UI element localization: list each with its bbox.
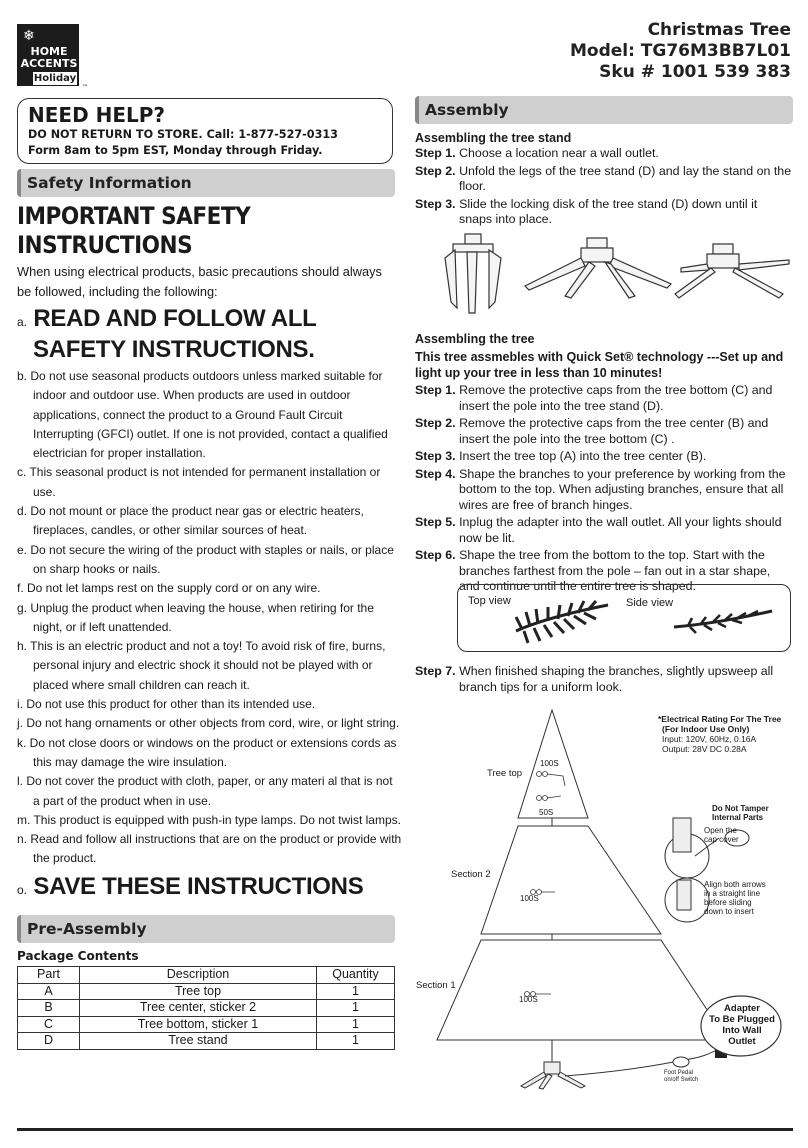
section2-label: Section 2: [451, 869, 491, 880]
tree-steps: [415, 383, 793, 595]
step-text: Unfold the legs of the tree stand (D) and lay the stand on the floor.: [459, 163, 792, 193]
brand-line2: ACCENTS: [20, 57, 78, 70]
rating-output: Output: 28V DC 0.28A: [662, 744, 747, 754]
tree-title: Assembling the tree: [415, 332, 535, 346]
safety-item: i. Do not use this product for other than its intended use.: [17, 697, 316, 712]
step-item: [415, 416, 793, 447]
step7-text: When finished shaping the branches, slightly upsweep all branch tips for a uniform look.: [459, 664, 774, 694]
rating-title2: (For Indoor Use Only): [662, 724, 750, 734]
step-label: Step 6.: [415, 548, 456, 562]
step-label: Step 2.: [415, 163, 456, 178]
table-cell: C: [18, 1016, 80, 1033]
adapter-line3: Into Wall: [722, 1025, 762, 1036]
count-100-section1: 100S: [519, 995, 538, 1004]
pedal-line2: on/off Switch: [664, 1077, 699, 1083]
table-cell: D: [18, 1033, 80, 1050]
read-follow-title: [17, 305, 402, 363]
read-title-text: READ AND FOLLOW ALL SAFETY INSTRUCTIONS.: [33, 305, 317, 363]
step7-label: Step 7.: [415, 664, 456, 678]
step-item: [415, 467, 793, 514]
product-header: [570, 20, 791, 83]
step-label: Step 2.: [415, 416, 456, 430]
stand-folded-icon: [445, 234, 501, 313]
step-text: Shape the branches to your preference by working from the bottom to the top. When adjusting branches, ensure that all wires are free of branch hinges.: [459, 466, 786, 512]
step-item: [415, 383, 793, 414]
pre-assembly-section-bar: Pre-Assembly: [17, 915, 395, 943]
column-header: Quantity: [317, 967, 395, 984]
step-item: [415, 197, 793, 228]
stand-title: Assembling the tree stand: [415, 131, 572, 145]
table-cell: 1: [317, 1016, 395, 1033]
step-text: Remove the protective caps from the tree center (B) and insert the pole into the tree bottom (C) .: [459, 416, 769, 446]
package-contents-title: Package Contents: [17, 949, 139, 963]
stand-open-icon: [675, 244, 789, 298]
step-item: [415, 146, 793, 162]
step-label: Step 1.: [415, 383, 456, 397]
stand-steps: [415, 146, 793, 228]
align-line4: down to insert: [704, 907, 754, 916]
table-cell: B: [18, 1000, 80, 1017]
adapter-line4: Outlet: [728, 1036, 756, 1047]
need-help-box: [17, 98, 393, 164]
align-line2: in a straight line: [704, 889, 761, 898]
tree-top-label: Tree top: [487, 768, 523, 779]
step-text: Inplug the adapter into the wall outlet. All your lights should now be lit.: [459, 515, 782, 545]
tree-section-2: [481, 826, 661, 934]
table-cell: A: [18, 983, 80, 1000]
safety-heading2: INSTRUCTIONS: [17, 231, 193, 259]
safety-item: b. Do not use seasonal products outdoors unless marked suitable for indoor and outdoor use. When products are used in outdoor applications, connect the product to a Ground Fault Circuit Interrupting (GFCI) outlet. If one is not provided, contact a qualified electrician for proper installation.: [17, 369, 388, 461]
safety-item: d. Do not mount or place the product near gas or electric heaters, fireplaces, candles, or other similar sources of heat.: [17, 504, 364, 538]
table-cell: 1: [317, 1000, 395, 1017]
safety-item: f. Do not let lamps rest on the supply cord or on any wire.: [17, 581, 321, 596]
table-cell: Tree top: [80, 983, 317, 1000]
safety-content: [17, 202, 402, 904]
table-cell: Tree center, sticker 2: [80, 1000, 317, 1017]
foot-pedal-icon: [673, 1057, 689, 1067]
top-view-label: Top view: [468, 595, 511, 607]
table-cell: 1: [317, 1033, 395, 1050]
safety-item: g. Unplug the product when leaving the house, when retiring for the night, or if left unattended.: [17, 600, 374, 634]
help-line2: Form 8am to 5pm EST, Monday through Friday.: [28, 144, 323, 157]
read-prefix: a.: [17, 315, 28, 329]
adapter-line1: Adapter: [724, 1003, 760, 1014]
align-line3: before sliding: [704, 898, 752, 907]
table-cell: Tree bottom, sticker 1: [80, 1016, 317, 1033]
tamper-line1: Do Not Tamper: [712, 804, 769, 813]
safety-item: n. Read and follow all instructions that are on the product or provide with the product.: [17, 832, 402, 866]
package-contents-table: [17, 966, 395, 1050]
step7-block: [415, 664, 793, 697]
branch-views-box: [457, 584, 791, 652]
step-text: Shape the tree from the bottom to the top. Start with the branches farthest from the pole – fan out in a star shape, and continue until the entire tree is shaped.: [459, 548, 771, 593]
safety-intro1: When using electrical products, basic precautions should always: [17, 264, 382, 279]
column-header: Part: [18, 967, 80, 984]
table-header-row: [18, 967, 395, 984]
safety-list: [17, 367, 402, 869]
count-100-section2: 100S: [520, 894, 539, 903]
save-title-text: SAVE THESE INSTRUCTIONS: [33, 872, 364, 900]
step-item: [415, 449, 793, 465]
product-name: Christmas Tree: [647, 20, 791, 40]
safety-item: e. Do not secure the wiring of the product with staples or nails, or place on sharp hooks or nails.: [17, 542, 394, 576]
count-100-top: 100S: [540, 759, 559, 768]
rating-input: Input: 120V, 60Hz, 0.16A: [662, 734, 757, 744]
brand-line3: Holiday: [33, 73, 77, 84]
table-body: [18, 983, 395, 1049]
trademark: ™: [82, 84, 88, 91]
column-header: Description: [80, 967, 317, 984]
step7: [415, 664, 793, 695]
rating-title1: *Electrical Rating For The Tree: [658, 714, 782, 724]
sku-number: Sku # 1001 539 383: [599, 62, 791, 82]
branch-side-view-icon: [668, 599, 780, 639]
align-line1: Align both arrows: [704, 880, 766, 889]
bottom-rule: [17, 1128, 793, 1131]
step-text: Remove the protective caps from the tree bottom (C) and insert the pole into the tree stand (D).: [459, 383, 773, 413]
adapter-line2: To Be Plugged: [709, 1014, 775, 1025]
branch-top-view-icon: [508, 591, 618, 647]
quickset-note: This tree assmebles with Quick Set® technology ---Set up and light up your tree in less than 10 minutes!: [415, 350, 784, 380]
brand-logo: [17, 24, 79, 86]
stand-assembly: [415, 130, 793, 230]
table-row: [18, 1033, 395, 1050]
step-label: Step 4.: [415, 466, 456, 481]
step-text: Choose a location near a wall outlet.: [459, 146, 659, 160]
model-number: Model: TG76M3BB7L01: [569, 41, 791, 61]
open-cap-line1: Open the: [704, 826, 737, 835]
section1-label: Section 1: [416, 980, 456, 991]
step-label: Step 3.: [415, 196, 456, 211]
pedal-line1: Foot Pedal: [664, 1070, 694, 1076]
stand-illustrations: [415, 228, 793, 318]
safety-item: c. This seasonal product is not intended for permanent installation or use.: [17, 465, 381, 499]
safety-item: j. Do not hang ornaments or other objects from cord, wire, or light string.: [17, 716, 400, 731]
side-view-label: Side view: [626, 597, 674, 609]
safety-intro2: be followed, including the following:: [17, 283, 218, 299]
step-item: [415, 515, 793, 546]
stand-half-open-icon: [525, 238, 671, 298]
power-cord-icon: [565, 1048, 720, 1076]
tree-assembly: [415, 331, 793, 597]
safety-item: l. Do not cover the product with cloth, paper, or any materi al that is not a part of the product when in use.: [17, 774, 393, 808]
safety-heading1: IMPORTANT SAFETY: [17, 202, 251, 230]
step-text: Insert the tree top (A) into the tree center (B).: [459, 449, 707, 463]
safety-item: m. This product is equipped with push-in type lamps. Do not twist lamps.: [17, 812, 401, 827]
count-50-top: 50S: [539, 808, 554, 817]
brand-line1: HOME: [30, 45, 68, 58]
step-label: Step 1.: [415, 146, 456, 160]
step-item: [415, 164, 793, 195]
step-label: Step 3.: [415, 449, 456, 463]
step-label: Step 5.: [415, 515, 456, 529]
open-cap-line2: cap cover: [704, 835, 739, 844]
save-instructions-title: [17, 873, 402, 904]
tree-section-1: [437, 940, 727, 1040]
assembly-section-bar: Assembly: [415, 96, 793, 124]
table-row: [18, 1000, 395, 1017]
table-row: [18, 983, 395, 1000]
table-cell: 1: [317, 983, 395, 1000]
snowflake-icon: ❄: [23, 28, 35, 44]
save-prefix: o.: [17, 882, 28, 897]
help-line1: DO NOT RETURN TO STORE. Call: 1-877-527-0313: [28, 128, 338, 141]
safety-item: h. This is an electric product and not a toy! To avoid risk of fire, burns, personal injury and electric shock it should not be played with or placed where small children can reach it.: [17, 639, 386, 692]
step-text: Slide the locking disk of the tree stand (D) down until it snaps into place.: [459, 196, 758, 226]
tamper-line2: Internal Parts: [712, 813, 764, 822]
adapter-note: [700, 1003, 784, 1047]
table-row: [18, 1016, 395, 1033]
table-cell: Tree stand: [80, 1033, 317, 1050]
safety-item: k. Do not close doors or windows on the product or extensions cords as this may damage the wire insulation.: [17, 735, 397, 769]
safety-section-bar: Safety Information: [17, 169, 395, 197]
help-title: NEED HELP?: [28, 103, 166, 127]
